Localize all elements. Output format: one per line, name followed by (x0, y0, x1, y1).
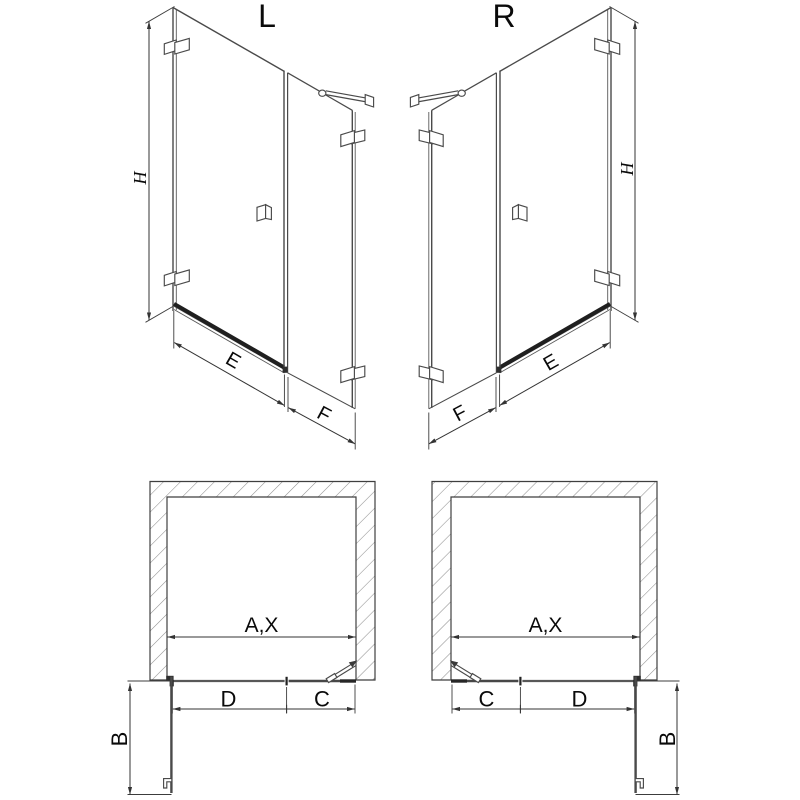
label-side-panel-right: B (655, 731, 680, 747)
label-fixed-left: C (314, 686, 330, 712)
label-door-right: D (571, 686, 588, 712)
front-view-right (410, 7, 638, 450)
label-door-width-right: E (539, 349, 563, 376)
label-fixed-width-left: F (313, 402, 335, 428)
label-variant-left: L (258, 0, 276, 34)
label-height-right: H (617, 162, 637, 176)
label-fixed-right: C (478, 686, 495, 712)
label-opening-right: A,X (528, 614, 563, 637)
front-view-left (146, 7, 374, 450)
label-variant-right: R (492, 0, 516, 34)
label-door-left: D (220, 686, 237, 712)
plan-left-walls (150, 482, 375, 681)
label-opening-left: A,X (244, 614, 279, 637)
label-side-panel-left: B (107, 731, 132, 747)
label-fixed-width-right: F (449, 401, 471, 427)
label-height-left: H (130, 171, 150, 185)
label-door-width-left: E (221, 347, 245, 374)
plan-right-walls (432, 482, 657, 681)
